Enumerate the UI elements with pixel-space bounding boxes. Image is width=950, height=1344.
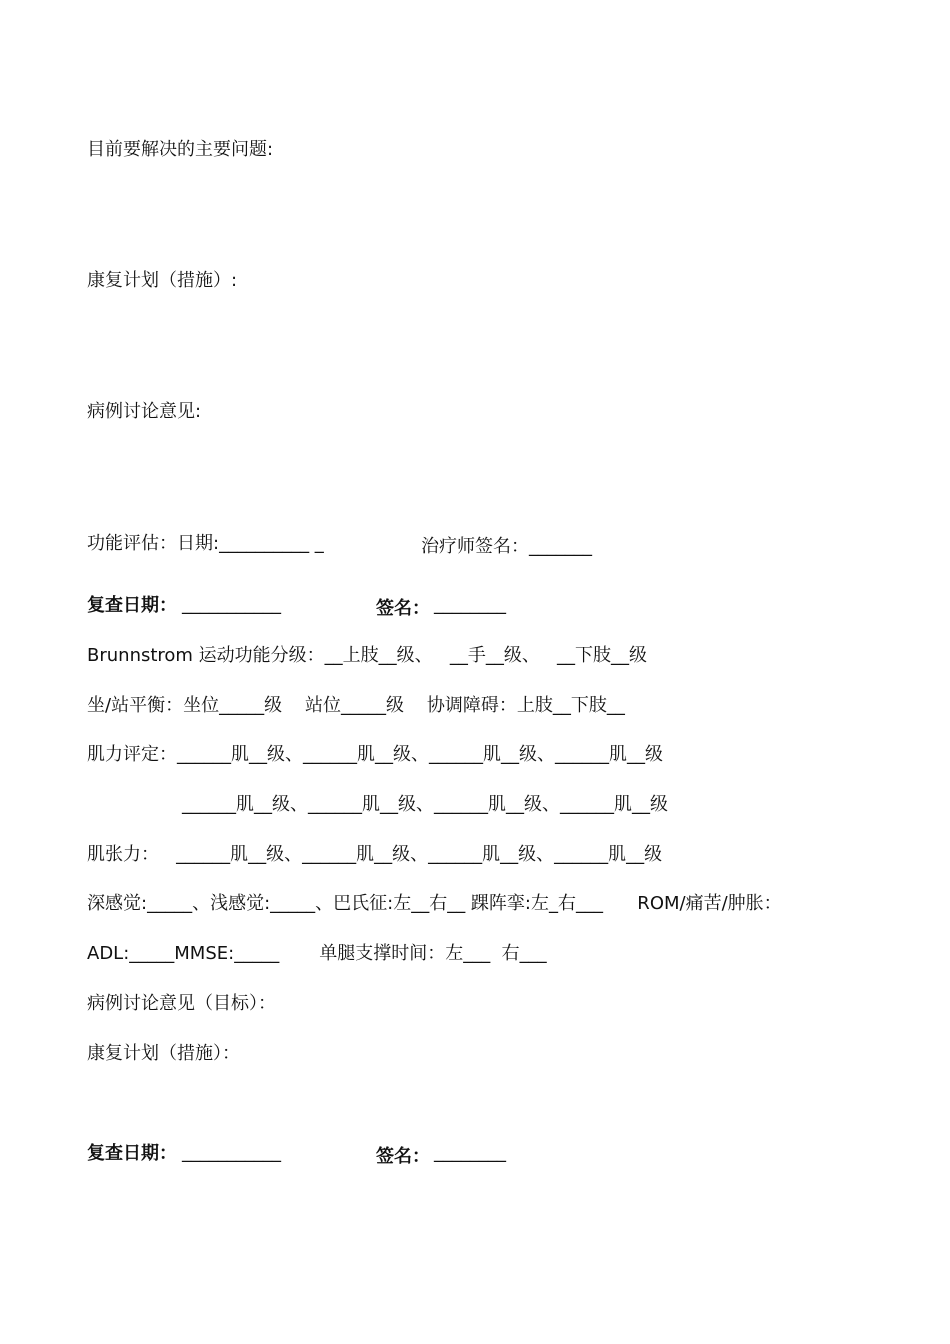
assessment-date-line: 功能评估：日期:__________ _ [87, 533, 324, 554]
review-sign-label-2: 签名： [376, 1146, 430, 1167]
muscle-tone-line: 肌张力： ______肌__级、______肌__级、______肌__级、______肌__级 [87, 844, 663, 865]
review-sign-blank: ________ [434, 594, 506, 615]
muscle-strength-line-2: ______肌__级、______肌__级、______肌__级、______肌__级 [182, 794, 668, 815]
review-date-label-2: 复查日期： [87, 1143, 177, 1164]
balance-line: 坐/站平衡：坐位_____级 站位_____级 协调障碍：上肢__下肢__ [87, 695, 625, 716]
problems-label: 目前要解决的主要问题: [87, 139, 274, 160]
review-sign-label: 签名： [376, 598, 430, 619]
review-date-blank: ___________ [182, 594, 281, 615]
adl-line: ADL:_____MMSE:_____ 单腿支撑时间：左___ 右___ [87, 943, 547, 964]
case-discussion-label: 病例讨论意见: [87, 401, 202, 422]
discussion-goal-label: 病例讨论意见（目标）： [87, 993, 276, 1014]
review-sign-blank-2: ________ [434, 1142, 506, 1163]
muscle-strength-line-1: 肌力评定：______肌__级、______肌__级、______肌__级、______肌__级 [87, 744, 663, 765]
review-date-blank-2: ___________ [182, 1142, 281, 1163]
rehab-plan-label-2: 康复计划（措施）： [87, 1043, 240, 1064]
rehab-plan-label: 康复计划（措施）: [87, 270, 238, 291]
brunnstrom-line: Brunnstrom 运动功能分级：__上肢__级、 __手__级、 __下肢__级 [87, 645, 648, 666]
sensation-line: 深感觉:_____、浅感觉:_____、巴氏征:左__右__ 踝阵挛:左_右___ ROM/痛苦/肿胀： [87, 893, 782, 914]
therapist-signature-field: 治疗师签名：_______ [421, 536, 592, 557]
review-date-label: 复查日期： [87, 595, 177, 616]
